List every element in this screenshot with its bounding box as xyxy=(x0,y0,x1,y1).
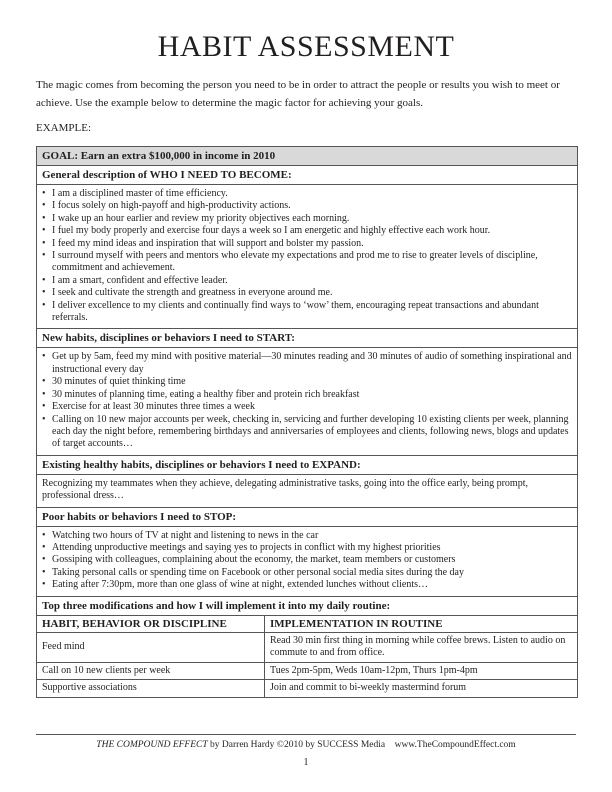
habit-cell: Call on 10 new clients per week xyxy=(37,662,265,679)
table-row xyxy=(37,680,577,697)
stop-section xyxy=(37,508,577,597)
start-list xyxy=(37,348,577,454)
list-item: • 30 minutes of planning time, eating a healthy fiber and protein rich breakfast xyxy=(42,389,572,401)
list-item: • Exercise for at least 30 minutes three times a week xyxy=(42,401,572,413)
goal-heading: GOAL: Earn an extra $100,000 in income in 2010 xyxy=(37,147,577,166)
list-item: • Watching two hours of TV at night and listening to news in the car xyxy=(42,530,572,542)
list-item: • I feed my mind ideas and inspiration that will support and bolster my passion. xyxy=(42,238,572,250)
list-item: • 30 minutes of quiet thinking time xyxy=(42,376,572,388)
list-item: • Gossiping with colleagues, complaining about the economy, the market, team members or customers xyxy=(42,554,572,566)
become-list xyxy=(37,185,577,328)
column-header-implementation: IMPLEMENTATION IN ROUTINE xyxy=(265,615,578,632)
expand-section xyxy=(37,456,577,508)
page-title: HABIT ASSESSMENT xyxy=(157,30,455,63)
list-item: • I wake up an hour earlier and review my priority objectives each morning. xyxy=(42,213,572,225)
list-item: • I deliver excellence to my clients and continually find ways to ‘wow’ them, encouraging repeat transactions and abundant referrals. xyxy=(42,300,572,325)
modifications-section xyxy=(37,597,577,697)
stop-heading: Poor habits or behaviors I need to STOP: xyxy=(37,508,577,527)
footer-url: www.TheCompoundEffect.com xyxy=(394,740,516,750)
example-label: EXAMPLE: xyxy=(36,122,91,134)
list-item: • Calling on 10 new major accounts per week, checking in, servicing and further developing 10 existing clients per week, planning each day the night before, remembering birthdays and anniversaries of employees and clients, following news, blogs and updates of target accounts… xyxy=(42,414,572,451)
implementation-cell: Tues 2pm-5pm, Weds 10am-12pm, Thurs 1pm-4pm xyxy=(265,662,578,679)
expand-heading: Existing healthy habits, disciplines or behaviors I need to EXPAND: xyxy=(37,456,577,475)
implementation-cell: Join and commit to bi-weekly mastermind forum xyxy=(265,680,578,697)
list-item: • I focus solely on high-payoff and high-productivity actions. xyxy=(42,200,572,212)
start-heading: New habits, disciplines or behaviors I need to START: xyxy=(37,329,577,348)
page-footer xyxy=(36,734,576,750)
habit-cell: Feed mind xyxy=(37,632,265,662)
table-row xyxy=(37,632,577,662)
become-section xyxy=(37,166,577,329)
implementation-cell: Read 30 min first thing in morning while coffee brews. Listen to audio on commute to and from office. xyxy=(265,632,578,662)
expand-text: Recognizing my teammates when they achieve, delegating administrative tasks, going into the office early, being prompt, professional dress… xyxy=(42,477,528,502)
list-item: • I seek and cultivate the strength and greatness in everyone around me. xyxy=(42,287,572,299)
modifications-table xyxy=(37,615,577,697)
habit-assessment-table xyxy=(36,146,578,698)
footer-byline: by Darren Hardy ©2010 by SUCCESS Media xyxy=(207,740,386,750)
book-title: THE COMPOUND EFFECT xyxy=(96,740,208,750)
list-item: • Attending unproductive meetings and saying yes to projects in conflict with my highest priorities xyxy=(42,542,572,554)
habit-cell: Supportive associations xyxy=(37,680,265,697)
page-number: 1 xyxy=(303,757,309,768)
list-item: • I am a smart, confident and effective leader. xyxy=(42,275,572,287)
list-item: • Get up by 5am, feed my mind with positive material—30 minutes reading and 30 minutes of audio of something inspirational and instructional every day xyxy=(42,351,572,376)
list-item: • I surround myself with peers and mentors who elevate my expectations and prod me to rise to greater levels of discipline, commitment and achievement. xyxy=(42,250,572,275)
list-item: • I fuel my body properly and exercise four days a week so I am energetic and highly effective each work hour. xyxy=(42,225,572,237)
modifications-heading: Top three modifications and how I will implement it into my daily routine: xyxy=(42,599,391,612)
table-row xyxy=(37,662,577,679)
list-item: • Eating after 7:30pm, more than one glass of wine at night, extended lunches without clients… xyxy=(42,579,572,591)
stop-list xyxy=(37,527,577,596)
intro-paragraph: The magic comes from becoming the person you need to be in order to attract the people or results you wish to meet or achieve. Use the example below to determine the magic factor for achieving your goals. xyxy=(36,79,560,109)
list-item: • Taking personal calls or spending time on Facebook or other personal social media sites during the day xyxy=(42,567,572,579)
start-section xyxy=(37,329,577,455)
table-header-row xyxy=(37,615,577,632)
list-item: • I am a disciplined master of time efficiency. xyxy=(42,188,572,200)
column-header-habit: HABIT, BEHAVIOR OR DISCIPLINE xyxy=(37,615,265,632)
become-heading: General description of WHO I NEED TO BECOME: xyxy=(37,166,577,185)
